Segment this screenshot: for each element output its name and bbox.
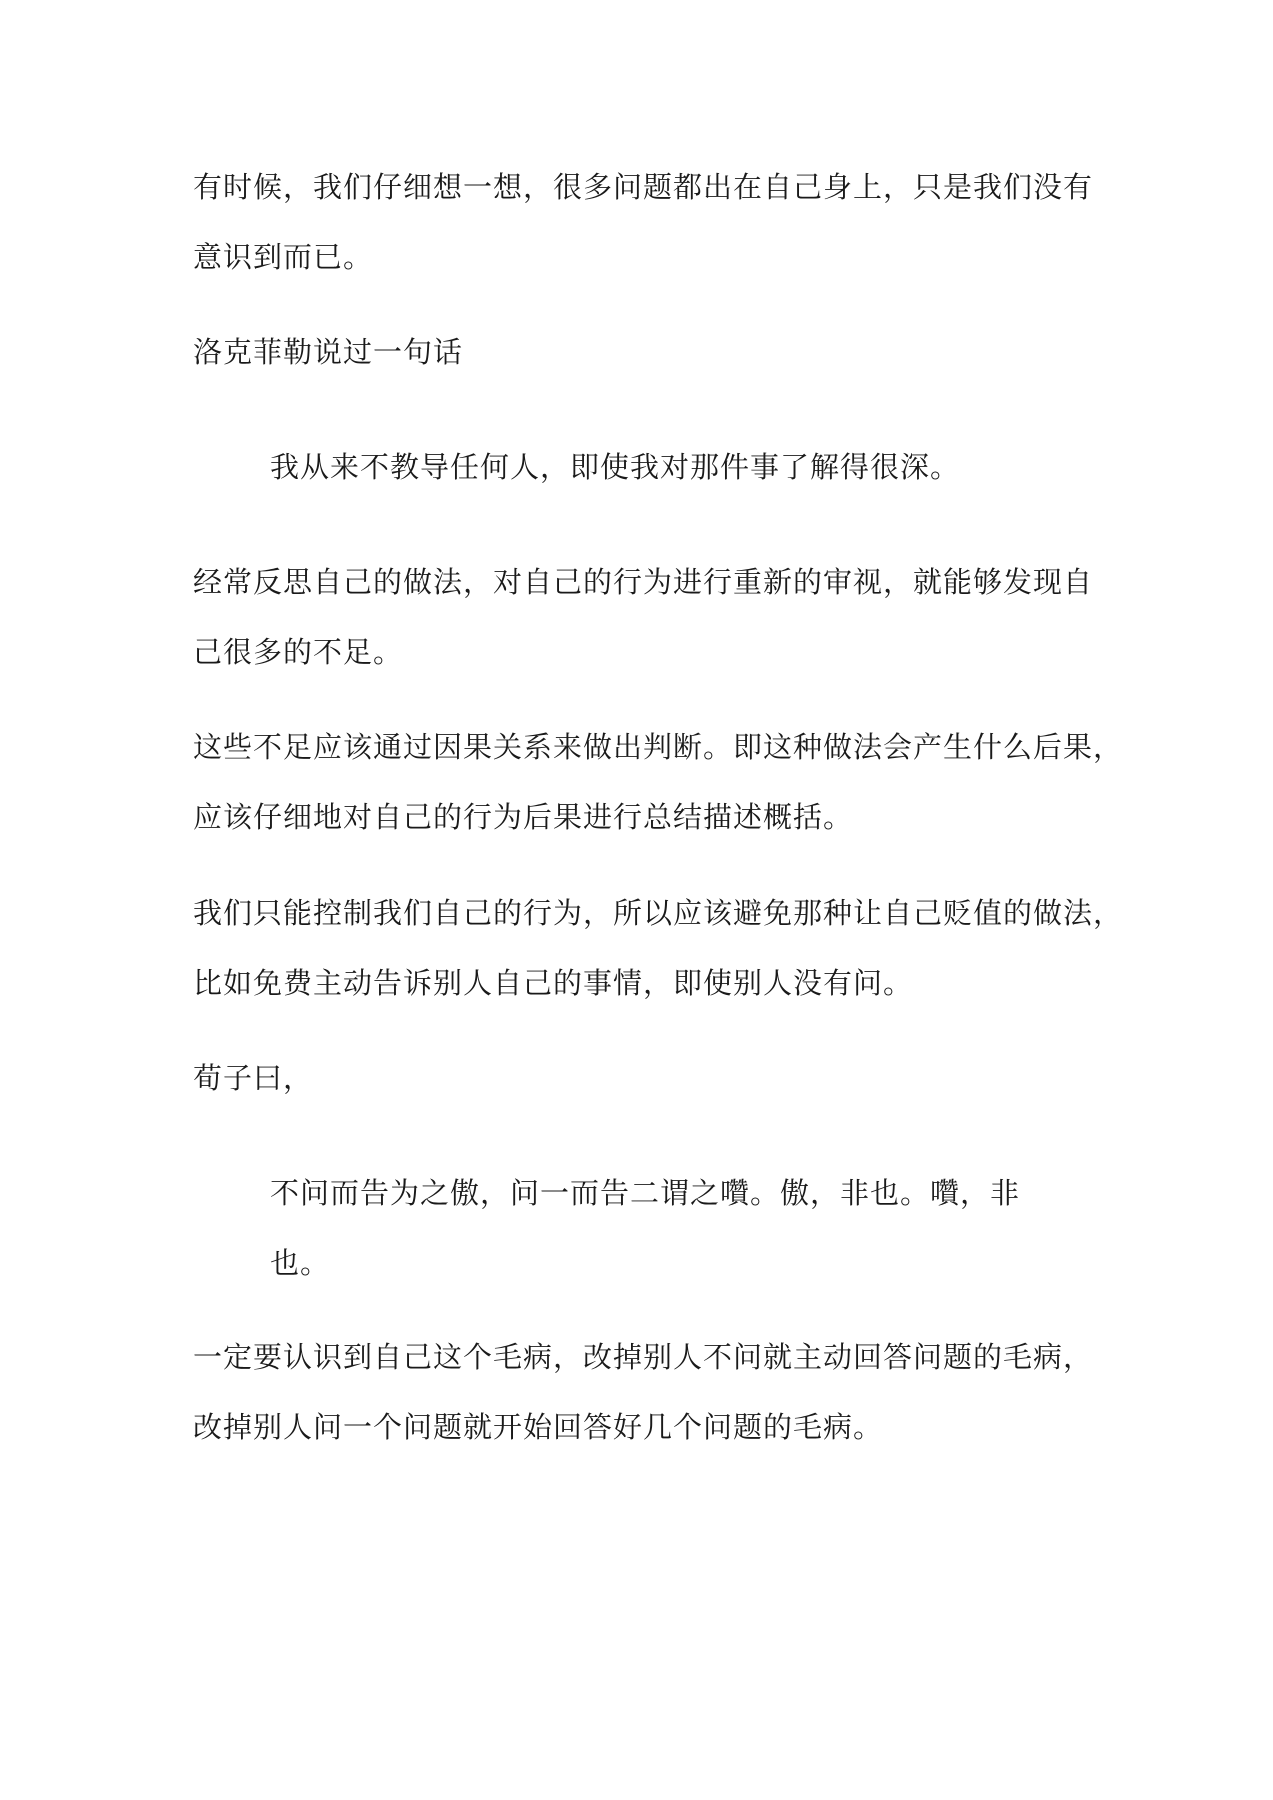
paragraph-4 <box>193 712 1124 852</box>
quote-rockefeller <box>270 432 1030 502</box>
text-line: 有时候，我们仔细想一想，很多问题都出在自己身上，只是我们没有 <box>193 170 1094 204</box>
text-line: 改掉别人问一个问题就开始回答好几个问题的毛病。 <box>193 1410 884 1444</box>
paragraph-1 <box>193 152 1093 292</box>
paragraph-7 <box>193 1322 1093 1462</box>
text-line: 经常反思自己的做法，对自己的行为进行重新的审视，就能够发现自 <box>193 565 1094 599</box>
text-line: 己很多的不足。 <box>193 635 404 669</box>
text-line: 洛克菲勒说过一句话 <box>193 335 464 369</box>
text-line: 这些不足应该通过因果关系来做出判断。即这种做法会产生什么后果， <box>193 730 1124 764</box>
text-line: 我们只能控制我们自己的行为，所以应该避免那种让自己贬值的做法， <box>193 896 1124 930</box>
paragraph-2 <box>193 317 1093 387</box>
text-line: 应该仔细地对自己的行为后果进行总结描述概括。 <box>193 800 854 834</box>
quote-xunzi <box>270 1158 1030 1298</box>
text-line: 一定要认识到自己这个毛病，改掉别人不问就主动回答问题的毛病， <box>193 1340 1094 1374</box>
text-line: 比如免费主动告诉别人自己的事情，即使别人没有问。 <box>193 966 914 1000</box>
text-line: 我从来不教导任何人，即使我对那件事了解得很深。 <box>270 450 961 484</box>
text-line: 也。 <box>270 1246 331 1280</box>
text-line: 意识到而已。 <box>193 240 374 274</box>
paragraph-6 <box>193 1043 1093 1113</box>
paragraph-5 <box>193 878 1124 1018</box>
text-line: 不问而告为之傲，问一而告二谓之囋。傲，非也。囋，非 <box>270 1176 1021 1210</box>
text-line: 荀子曰， <box>193 1061 314 1095</box>
paragraph-3 <box>193 547 1093 687</box>
